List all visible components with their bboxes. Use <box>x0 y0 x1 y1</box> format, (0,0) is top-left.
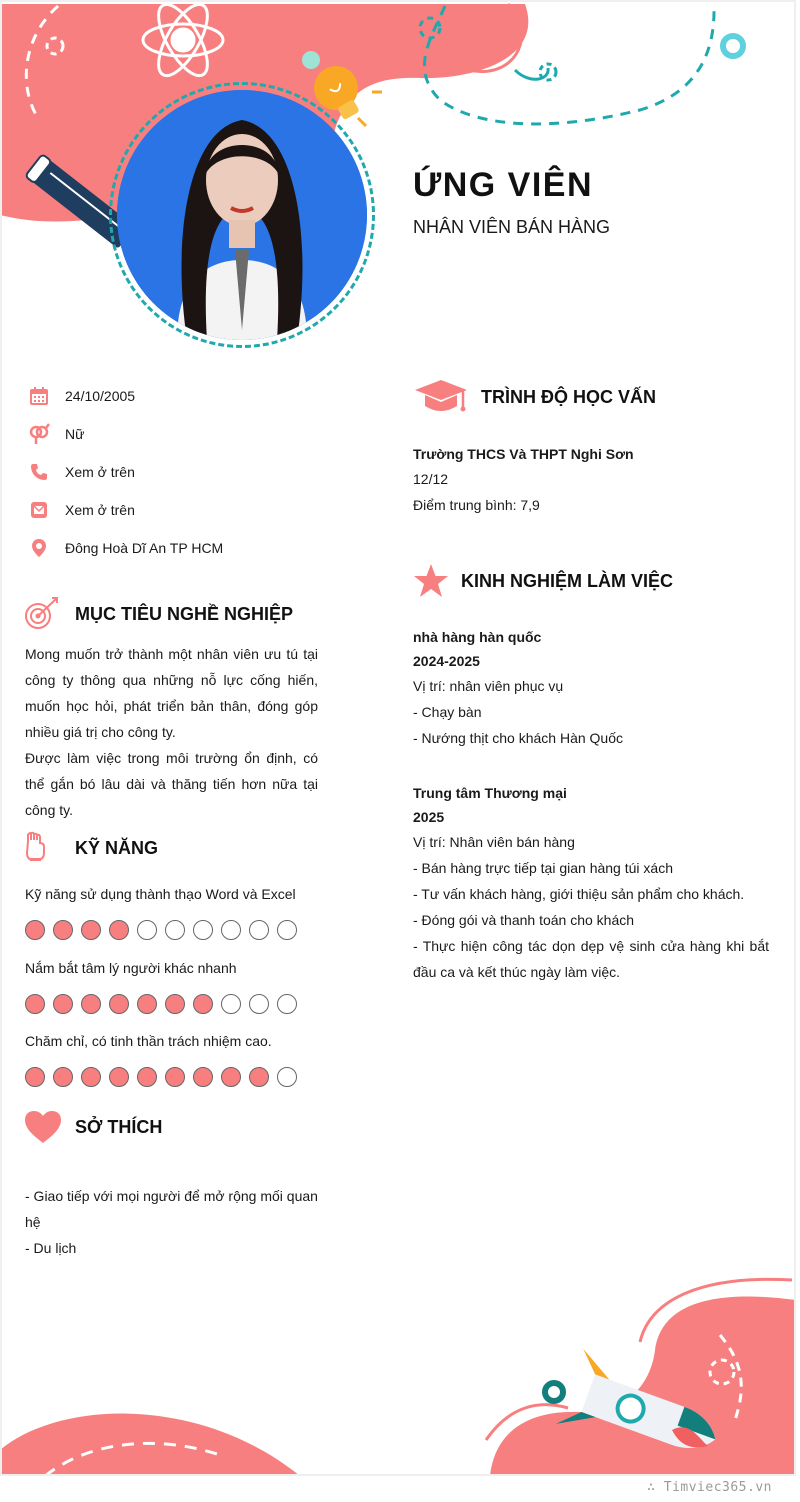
skill-label: Nắm bắt tâm lý người khác nhanh <box>25 960 237 976</box>
objective-title: MỤC TIÊU NGHỀ NGHIỆP <box>75 603 294 624</box>
email-icon <box>28 499 50 521</box>
skill-label: Chăm chỉ, có tinh thần trách nhiệm cao. <box>25 1033 272 1049</box>
job-position: Vị trí: Nhân viên bán hàng <box>413 834 575 850</box>
rating-dot-filled <box>137 994 157 1014</box>
rating-dot-filled <box>137 1067 157 1087</box>
rating-dot-filled <box>109 1067 129 1087</box>
contact-birthdate: 24/10/2005 <box>65 388 136 404</box>
rating-dot-filled <box>109 920 129 940</box>
phone-icon <box>28 461 50 483</box>
objective-paragraph: Mong muốn trở thành một nhân viên ưu tú tại công ty thông qua những nỗ lực cống hiến, muốn học hỏi, phát triển bản thân, đóng góp nhiều giá trị cho công ty. <box>25 646 318 740</box>
rating-dot-filled <box>25 920 45 940</box>
rating-dot-empty <box>193 920 213 940</box>
rating-dot-empty <box>249 920 269 940</box>
experience-title: KINH NGHIỆM LÀM VIỆC <box>461 570 674 591</box>
contact-email: Xem ở trên <box>65 502 135 518</box>
contact-item-phone <box>28 461 328 483</box>
rating-dot-filled <box>165 1067 185 1087</box>
job-task: - Thực hiện công tác dọn dẹp vệ sinh cửa hàng khi bắt đầu ca và kết thúc ngày làm việc. <box>413 938 769 980</box>
graduation-cap-icon <box>413 378 469 416</box>
rating-dot-empty <box>277 1067 297 1087</box>
job-position: Vị trí: nhân viên phục vụ <box>413 678 564 694</box>
skill-rating <box>25 920 297 940</box>
rating-dot-filled <box>221 1067 241 1087</box>
objective-paragraph: Được làm việc trong môi trường ổn định, có thể gắn bó lâu dài và thăng tiến hơn nữa tại công ty. <box>25 750 318 818</box>
rating-dot-empty <box>137 920 157 940</box>
rating-dot-filled <box>53 920 73 940</box>
education-heading <box>413 378 656 416</box>
contact-item-gender <box>28 423 328 445</box>
job-task: - Nướng thịt cho khách Hàn Quốc <box>413 730 623 746</box>
skill-rating <box>25 1067 297 1087</box>
footer-watermark: ∴ Timviec365.vn <box>647 1480 772 1495</box>
contact-item-birthdate <box>28 385 328 407</box>
rating-dot-filled <box>81 1067 101 1087</box>
rating-dot-empty <box>249 994 269 1014</box>
rating-dot-filled <box>81 920 101 940</box>
job-task: - Bán hàng trực tiếp tại gian hàng túi xách <box>413 860 673 876</box>
gender-icon <box>28 423 50 445</box>
avatar <box>117 90 367 340</box>
rating-dot-filled <box>249 1067 269 1087</box>
star-icon <box>413 563 449 599</box>
education-title: TRÌNH ĐỘ HỌC VẤN <box>481 386 656 407</box>
candidate-job-title: NHÂN VIÊN BÁN HÀNG <box>413 217 611 237</box>
contact-item-email <box>28 499 328 521</box>
hobby-item: - Giao tiếp với mọi người để mở rộng mối quan hệ <box>25 1188 318 1230</box>
skills-title: KỸ NĂNG <box>75 837 159 858</box>
hobbies-heading <box>24 1110 162 1144</box>
contact-phone: Xem ở trên <box>65 464 135 480</box>
skills-heading <box>24 831 158 865</box>
hobby-item: - Du lịch <box>25 1240 77 1256</box>
contact-item-address <box>28 537 328 559</box>
rating-dot-filled <box>53 1067 73 1087</box>
education-grade: 12/12 <box>413 471 449 487</box>
rating-dot-filled <box>193 1067 213 1087</box>
rating-dot-filled <box>25 1067 45 1087</box>
job-period: 2025 <box>413 809 445 825</box>
rating-dot-filled <box>25 994 45 1014</box>
skill-label: Kỹ năng sử dụng thành thạo Word và Excel <box>25 886 296 902</box>
objective-text <box>25 641 318 823</box>
rating-dot-filled <box>193 994 213 1014</box>
job-task: - Chạy bàn <box>413 704 482 720</box>
rating-dot-empty <box>221 994 241 1014</box>
rating-dot-empty <box>165 920 185 940</box>
hobbies-title: SỞ THÍCH <box>75 1116 163 1137</box>
rating-dot-empty <box>277 920 297 940</box>
objective-heading <box>24 596 293 632</box>
target-icon <box>24 596 60 632</box>
hobbies-text <box>25 1183 318 1261</box>
rating-dot-filled <box>53 994 73 1014</box>
skill-rating <box>25 994 297 1014</box>
rating-dot-filled <box>165 994 185 1014</box>
job-company: Trung tâm Thương mại <box>413 785 567 801</box>
education-school: Trường THCS Và THPT Nghi Sơn <box>413 446 634 462</box>
contact-address: Đông Hoà Dĩ An TP HCM <box>65 540 224 556</box>
education-gpa: Điểm trung bình: 7,9 <box>413 497 540 513</box>
job-task: - Đóng gói và thanh toán cho khách <box>413 912 635 928</box>
location-pin-icon <box>28 537 50 559</box>
experience-heading <box>413 563 673 599</box>
contact-gender: Nữ <box>65 426 85 442</box>
fist-icon <box>24 831 50 865</box>
heart-icon <box>24 1110 62 1144</box>
job-company: nhà hàng hàn quốc <box>413 629 542 645</box>
rating-dot-empty <box>277 994 297 1014</box>
rating-dot-empty <box>221 920 241 940</box>
calendar-icon <box>28 385 50 407</box>
rating-dot-filled <box>81 994 101 1014</box>
job-period: 2024-2025 <box>413 653 480 669</box>
rating-dot-filled <box>109 994 129 1014</box>
job-task: - Tư vấn khách hàng, giới thiệu sản phẩm cho khách. <box>413 886 745 902</box>
candidate-name: ỨNG VIÊN <box>413 166 594 204</box>
